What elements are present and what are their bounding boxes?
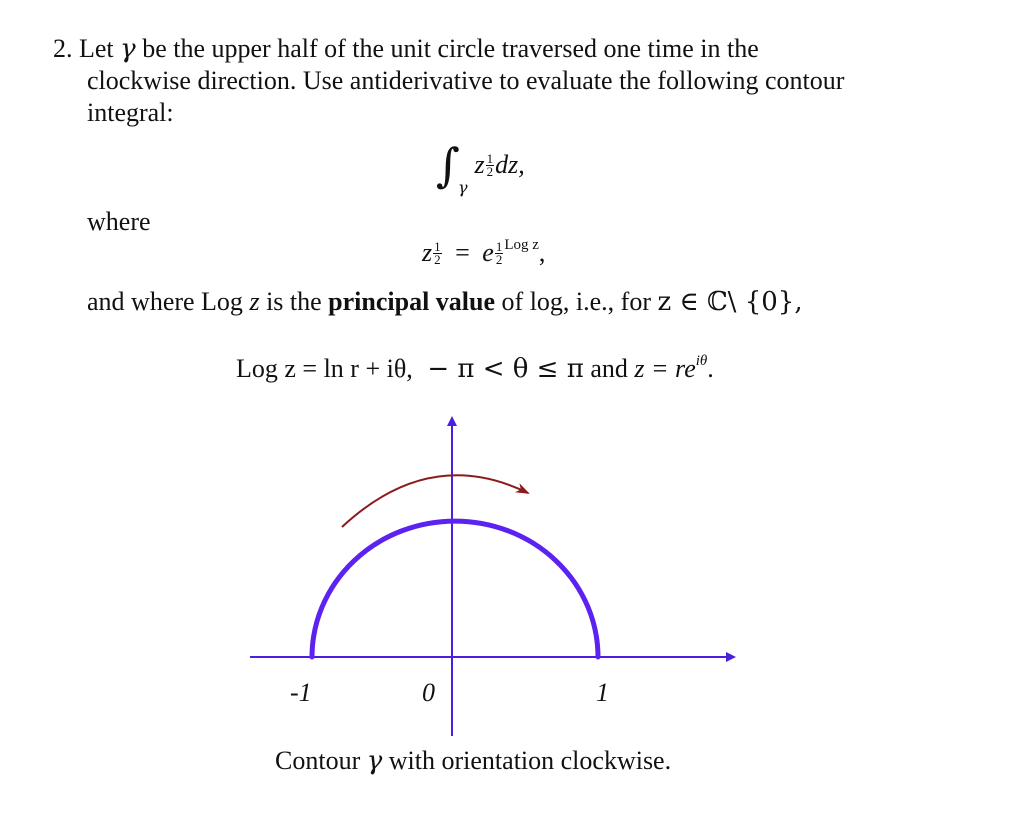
- exp-denominator: 2: [486, 164, 494, 179]
- principal-set: z ∈ ℂ\ {0},: [657, 287, 803, 317]
- def-rhs-base: e: [482, 238, 494, 267]
- integrand-base: z: [474, 150, 485, 179]
- gamma-symbol: γ: [120, 34, 136, 64]
- def-rhs-exp-numerator: 1: [495, 239, 503, 254]
- def-exp-numerator: 1: [434, 239, 441, 254]
- def-rhs-exp-denominator: 2: [495, 252, 503, 267]
- principal-middle: is the: [266, 287, 322, 316]
- log-rhs-exponent: iθ: [695, 353, 708, 369]
- integral-sign: ∫: [436, 138, 460, 192]
- caption-gamma: γ: [366, 746, 383, 776]
- exp-numerator: 1: [486, 151, 494, 166]
- def-rhs-exponent-log: Log z: [504, 237, 539, 253]
- problem-line-2: clockwise direction. Use antiderivative to evaluate the following contour: [87, 66, 845, 95]
- where-label: where: [87, 207, 151, 236]
- label-one: 1: [596, 678, 609, 707]
- figure-caption: [275, 745, 671, 777]
- def-lhs-base: z: [422, 238, 433, 267]
- principal-prefix: and where Log: [87, 287, 243, 316]
- integrand-dz: dz,: [495, 150, 525, 179]
- def-exp-denominator: 2: [434, 252, 441, 267]
- integral-subscript: γ: [458, 178, 468, 197]
- problem-number: 2.: [53, 34, 73, 63]
- log-end: .: [707, 354, 714, 383]
- clockwise-arrow: [342, 475, 528, 527]
- log-lhs: Log z = ln r + iθ,: [236, 354, 413, 383]
- label-zero: 0: [422, 678, 435, 707]
- log-and: and: [590, 354, 628, 383]
- caption-orientation: with orientation clockwise.: [388, 746, 672, 775]
- log-rhs: z = re: [634, 354, 696, 383]
- problem-let: Let: [79, 34, 114, 63]
- label-minus-one: -1: [290, 678, 312, 707]
- log-range: − π < θ ≤ π: [427, 354, 584, 384]
- principal-z: z: [249, 287, 260, 316]
- principal-value-bold: principal value: [328, 287, 496, 316]
- problem-line-3: integral:: [87, 98, 174, 127]
- def-comma: ,: [538, 238, 546, 267]
- def-equals: =: [455, 238, 470, 267]
- caption-contour: Contour: [275, 746, 361, 775]
- half-circle-contour: [312, 521, 598, 657]
- problem-line-1-text: be the upper half of the unit circle traversed one time in the: [142, 34, 759, 63]
- principal-suffix: of log, i.e., for: [501, 287, 651, 316]
